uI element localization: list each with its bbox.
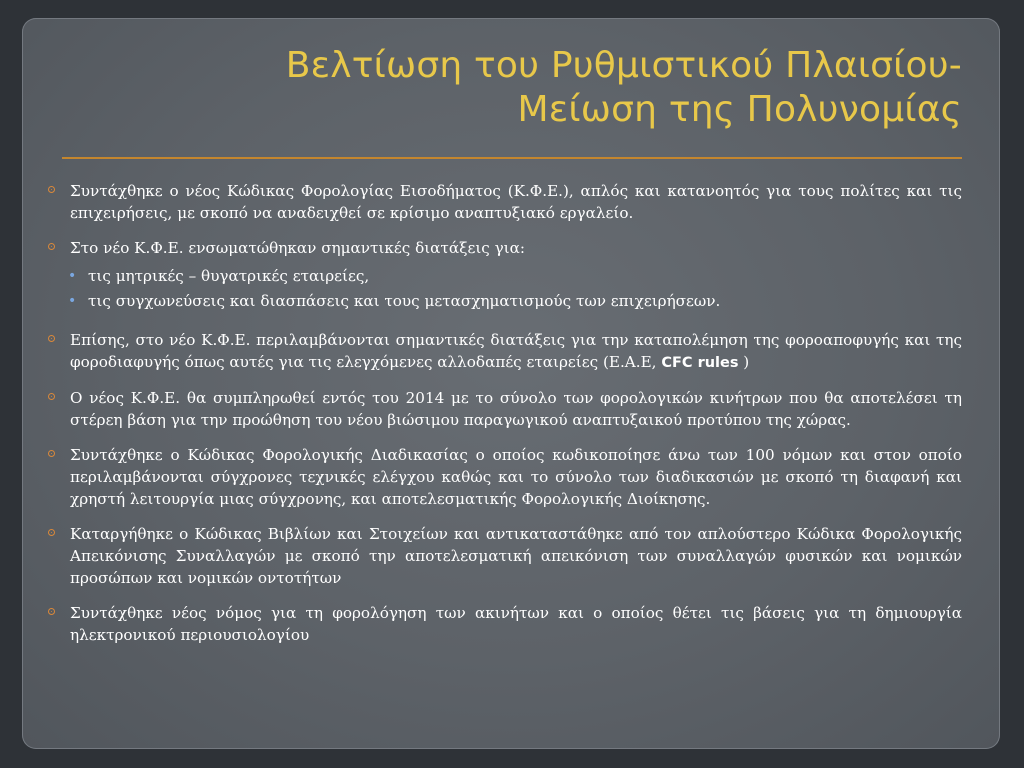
bullet-item bbox=[46, 523, 962, 589]
bullet-text: Συντάχθηκε νέος νόμος για τη φορολόγηση των ακινήτων και ο οποίος θέτει τις βάσεις για τη δημιουργία ηλεκτρονικού περιουσιολογίου bbox=[70, 604, 962, 644]
bullet-text: Συντάχθηκε ο Κώδικας Φορολογικής Διαδικασίας ο οποίος κωδικοποίησε άνω των 100 νόμων και στον οποίο περιλαμβάνονται σύγχρονες τεχνικές ελέγχου καθώς και το σύνολο των διαδικασιών με σκοπό τη διαφανή και χρηστή λειτουργία μιας σύγχρονης, και αποτελεσματικής Φορολογικής Διοίκησης. bbox=[70, 446, 962, 508]
bullet-text: Στο νέο Κ.Φ.Ε. ενσωματώθηκαν σημαντικές διατάξεις για: bbox=[70, 239, 526, 257]
bullet-circle-icon bbox=[48, 186, 55, 193]
bullet-text: Επίσης, στο νέο Κ.Φ.Ε. περιλαμβάνονται σημαντικές διατάξεις για την καταπολέμηση της φοροαποφυγής και της φοροδιαφυγής όπως αυτές για τις ελεγχόμενες αλλοδαπές εταιρείες (Ε.Α.Ε, bbox=[70, 331, 962, 371]
bullet-circle-icon bbox=[48, 450, 55, 457]
bullet-item bbox=[46, 387, 962, 431]
bullet-item bbox=[46, 444, 962, 510]
cfc-rules-term: CFC rules bbox=[661, 355, 739, 371]
bullet-text: Καταργήθηκε ο Κώδικας Βιβλίων και Στοιχείων και αντικαταστάθηκε από τον απλούστερο Κώδικα Φορολογικής Απεικόνισης Συναλλαγών με σκοπό την αποτελεσματική απεικόνιση των συναλλαγών φυσικών και νομικών προσώπων και νομικών οντοτήτων bbox=[70, 525, 962, 587]
slide-content bbox=[46, 180, 962, 659]
bullet-text: Ο νέος Κ.Φ.Ε. θα συμπληρωθεί εντός του 2014 με το σύνολο των φορολογικών κινήτρων που θα αποτελέσει τη στέρεη βάση για την προώθηση του νέου βιώσιμου παραγωγικού αναπτυξαικού προτύπου της χώρας. bbox=[70, 389, 962, 429]
bullet-text: Συντάχθηκε ο νέος Κώδικας Φορολογίας Εισοδήματος (Κ.Φ.Ε.), απλός και κατανοητός για τους πολίτες και τις επιχειρήσεις, με σκοπό να αναδειχθεί σε κρίσιμο αναπτυξιακό εργαλείο. bbox=[70, 182, 962, 222]
sub-item-text: τις συγχωνεύσεις και διασπάσεις και τους μετασχηματισμούς των επιχειρήσεων. bbox=[88, 292, 721, 310]
sub-list-item bbox=[46, 265, 962, 287]
bullet-item bbox=[46, 237, 962, 259]
bullet-item bbox=[46, 180, 962, 224]
bullet-item bbox=[46, 329, 962, 374]
sub-bullet-dot-icon: • bbox=[68, 268, 77, 284]
sub-bullet-list bbox=[46, 265, 962, 312]
sub-list-item bbox=[46, 290, 962, 312]
title-divider bbox=[62, 157, 962, 159]
bullet-circle-icon bbox=[48, 243, 55, 250]
sub-bullet-dot-icon: • bbox=[68, 293, 77, 309]
bullet-circle-icon bbox=[48, 608, 55, 615]
bullet-circle-icon bbox=[48, 335, 55, 342]
bullet-text-end: ) bbox=[738, 353, 750, 371]
slide-title bbox=[62, 44, 962, 132]
title-line-2: Μείωση της Πολυνομίας bbox=[517, 89, 962, 130]
sub-item-text: τις μητρικές – θυγατρικές εταιρείες, bbox=[88, 267, 370, 285]
bullet-item bbox=[46, 602, 962, 646]
title-line-1: Βελτίωση του Ρυθμιστικού Πλαισίου- bbox=[285, 45, 962, 86]
bullet-circle-icon bbox=[48, 529, 55, 536]
bullet-circle-icon bbox=[48, 393, 55, 400]
